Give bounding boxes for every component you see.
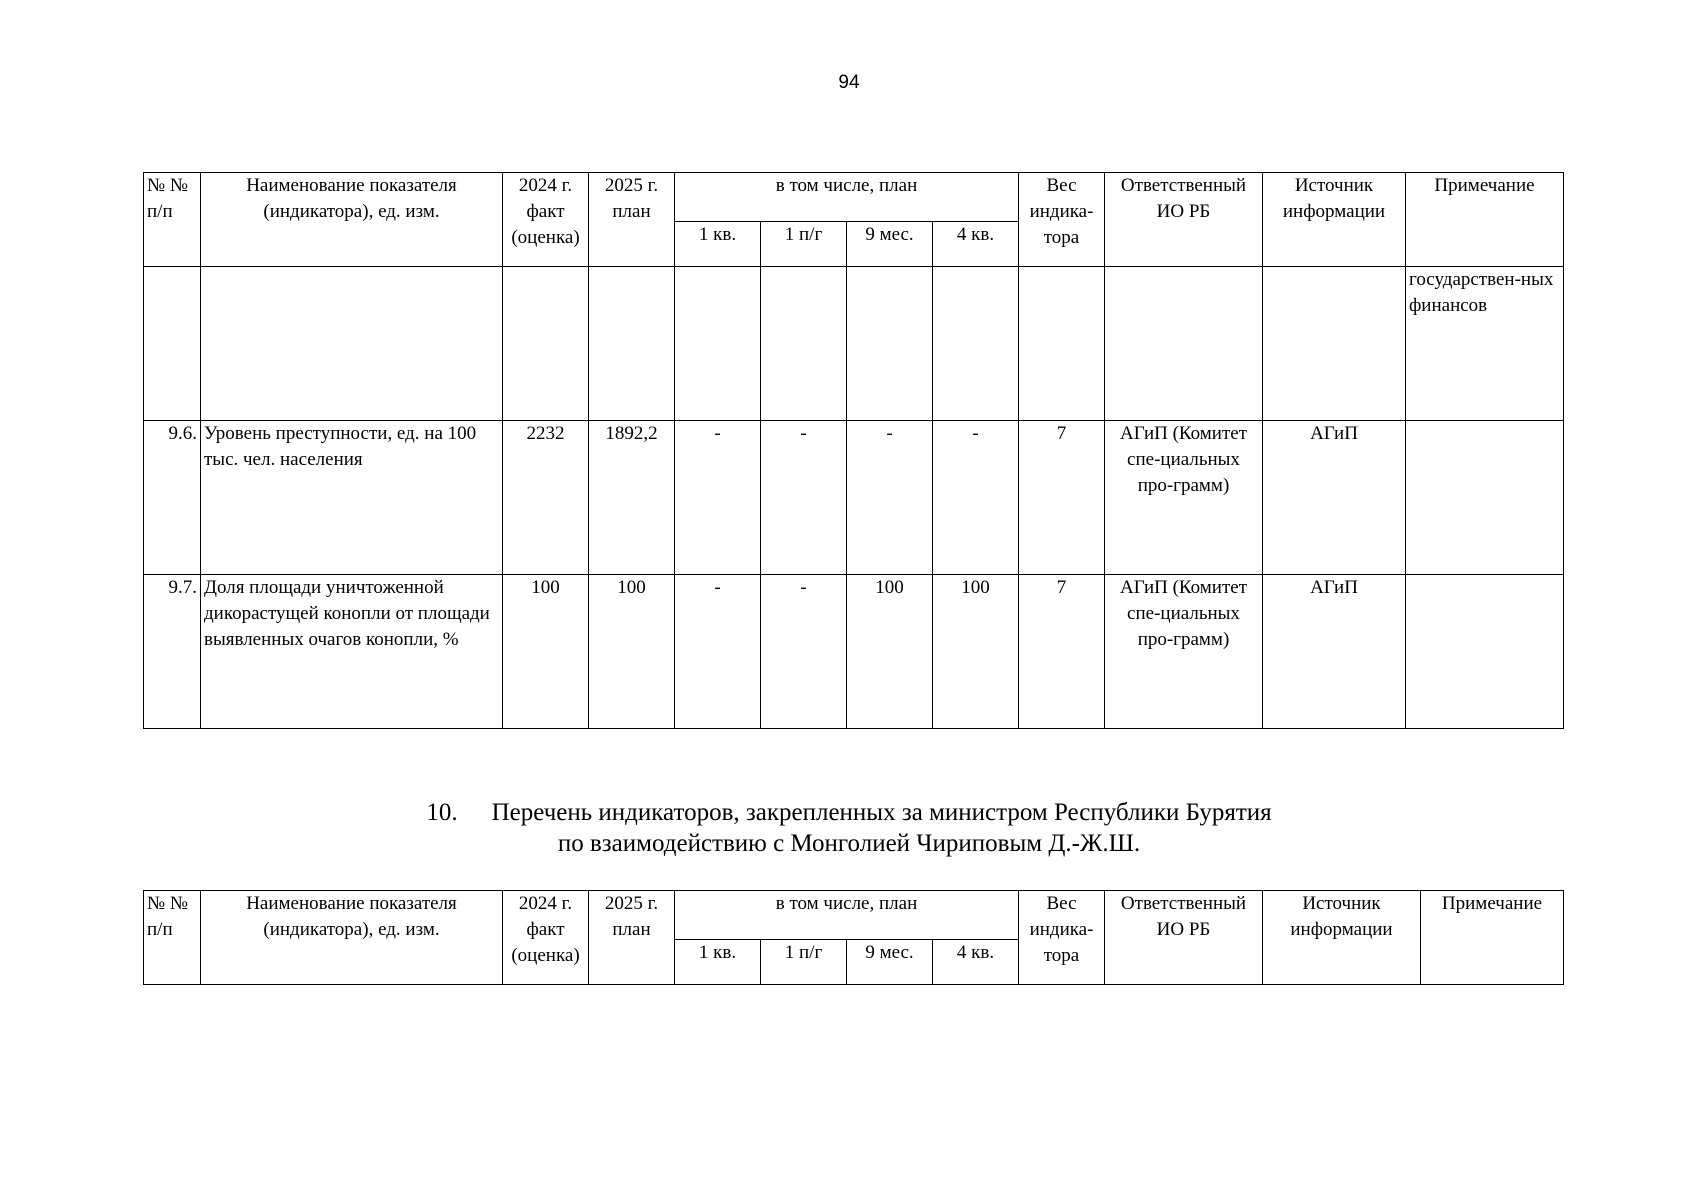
indicators-table-continued xyxy=(143,172,1564,729)
col-header-num: № № п/п xyxy=(144,173,201,267)
col-header-plan-2025: 2025 г. план xyxy=(589,891,675,985)
col-header-note: Примечание xyxy=(1421,891,1564,985)
cell-q1: - xyxy=(675,575,761,729)
col-header-9m: 9 мес. xyxy=(847,940,933,985)
cell-responsible: АГиП (Комитет спе-циальных про-грамм) xyxy=(1105,575,1263,729)
cell-responsible xyxy=(1105,267,1263,421)
cell-name: Доля площади уничтоженной дикорастущей конопли от площади выявленных очагов конопли, % xyxy=(201,575,503,729)
indicators-table-section-10 xyxy=(143,890,1564,985)
cell-q4: 100 xyxy=(933,575,1019,729)
cell-num xyxy=(144,267,201,421)
cell-name xyxy=(201,267,503,421)
cell-note: государствен-ных финансов xyxy=(1406,267,1564,421)
cell-h1 xyxy=(761,267,847,421)
table-header-row xyxy=(144,173,1564,222)
col-header-name: Наименование показателя (индикатора), ед. изм. xyxy=(201,891,503,985)
cell-fact-2024: 100 xyxy=(503,575,589,729)
table-row xyxy=(144,421,1564,575)
col-header-h1: 1 п/г xyxy=(761,222,847,267)
cell-q4 xyxy=(933,267,1019,421)
cell-source xyxy=(1263,267,1406,421)
col-header-weight: Вес индика-тора xyxy=(1019,173,1105,267)
col-header-fact-2024: 2024 г. факт (оценка) xyxy=(503,173,589,267)
cell-weight xyxy=(1019,267,1105,421)
cell-9m xyxy=(847,267,933,421)
cell-responsible: АГиП (Комитет спе-циальных про-грамм) xyxy=(1105,421,1263,575)
cell-q4: - xyxy=(933,421,1019,575)
cell-q1: - xyxy=(675,421,761,575)
table-row xyxy=(144,575,1564,729)
cell-9m: 100 xyxy=(847,575,933,729)
col-header-fact-2024: 2024 г. факт (оценка) xyxy=(503,891,589,985)
cell-plan-2025: 1892,2 xyxy=(589,421,675,575)
cell-name: Уровень преступности, ед. на 100 тыс. чел. населения xyxy=(201,421,503,575)
section-title xyxy=(0,797,1698,859)
cell-weight: 7 xyxy=(1019,421,1105,575)
cell-h1: - xyxy=(761,575,847,729)
cell-source: АГиП xyxy=(1263,421,1406,575)
cell-weight: 7 xyxy=(1019,575,1105,729)
cell-num: 9.6. xyxy=(144,421,201,575)
section-number: 10. xyxy=(426,799,458,826)
col-header-responsible: Ответственный ИО РБ xyxy=(1105,173,1263,267)
cell-plan-2025: 100 xyxy=(589,575,675,729)
section-title-text-1: Перечень индикаторов, закрепленных за министром Республики Бурятия xyxy=(491,799,1272,826)
col-header-including-plan: в том числе, план xyxy=(675,891,1019,940)
cell-h1: - xyxy=(761,421,847,575)
cell-9m: - xyxy=(847,421,933,575)
col-header-weight: Вес индика-тора xyxy=(1019,891,1105,985)
table-header-row xyxy=(144,891,1564,940)
section-title-line-2: по взаимодействию с Монголией Чириповым Д.-Ж.Ш. xyxy=(557,830,1141,857)
cell-num: 9.7. xyxy=(144,575,201,729)
cell-q1 xyxy=(675,267,761,421)
col-header-q1: 1 кв. xyxy=(675,222,761,267)
cell-source: АГиП xyxy=(1263,575,1406,729)
cell-fact-2024: 2232 xyxy=(503,421,589,575)
col-header-note: Примечание xyxy=(1406,173,1564,267)
col-header-source: Источник информации xyxy=(1263,891,1421,985)
col-header-responsible: Ответственный ИО РБ xyxy=(1105,891,1263,985)
col-header-including-plan: в том числе, план xyxy=(675,173,1019,222)
col-header-plan-2025: 2025 г. план xyxy=(589,173,675,267)
col-header-name: Наименование показателя (индикатора), ед. изм. xyxy=(201,173,503,267)
cell-note xyxy=(1406,421,1564,575)
col-header-q4: 4 кв. xyxy=(933,940,1019,985)
cell-plan-2025 xyxy=(589,267,675,421)
cell-fact-2024 xyxy=(503,267,589,421)
col-header-h1: 1 п/г xyxy=(761,940,847,985)
col-header-source: Источник информации xyxy=(1263,173,1406,267)
col-header-9m: 9 мес. xyxy=(847,222,933,267)
col-header-num: № № п/п xyxy=(144,891,201,985)
col-header-q1: 1 кв. xyxy=(675,940,761,985)
section-title-line-1 xyxy=(0,797,1698,828)
page-number: 94 xyxy=(838,72,860,93)
table-row xyxy=(144,267,1564,421)
col-header-q4: 4 кв. xyxy=(933,222,1019,267)
cell-note xyxy=(1406,575,1564,729)
